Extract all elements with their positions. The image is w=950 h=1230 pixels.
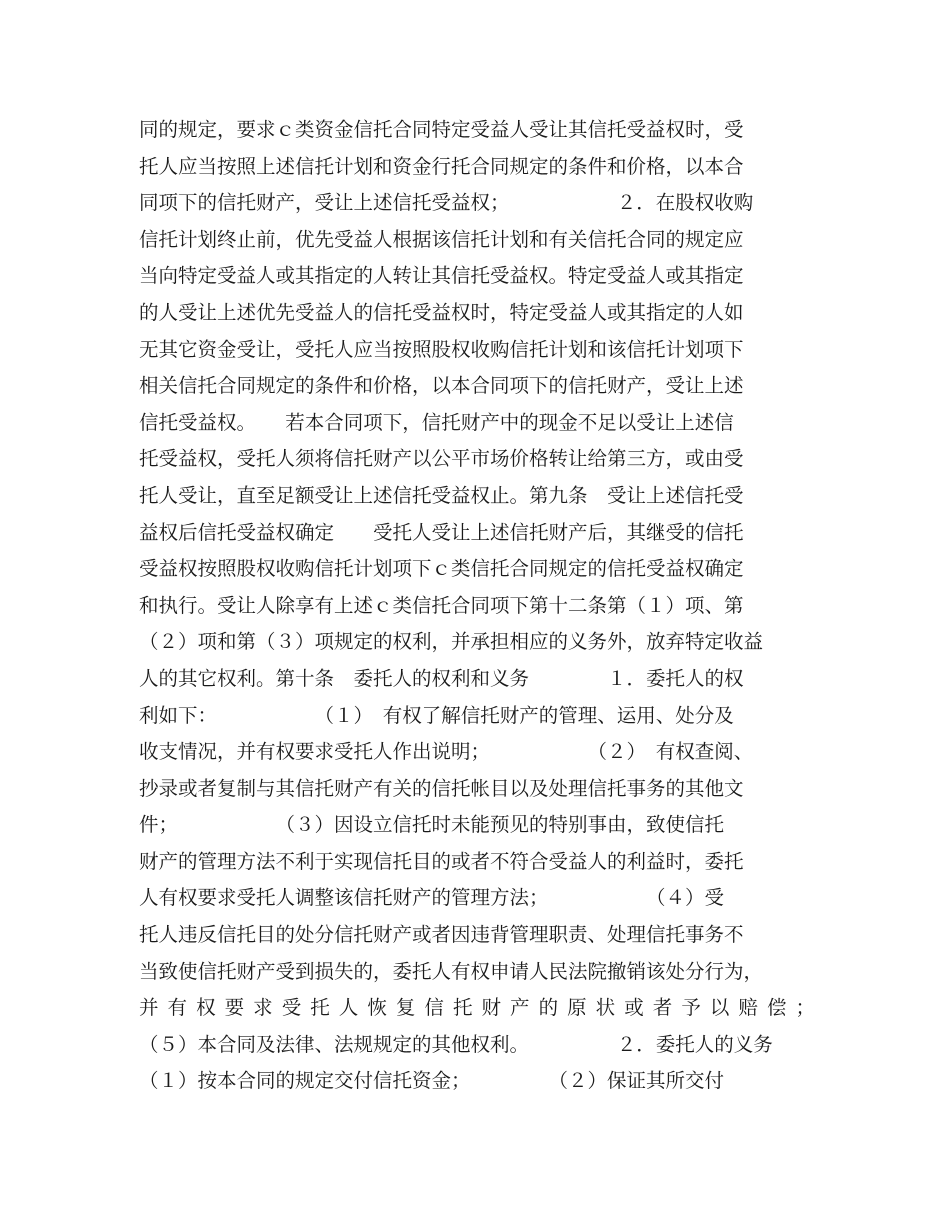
text-line: 件； （３）因设立信托时未能预见的特别事由，致使信托	[139, 813, 725, 837]
text-line: 财产的管理方法不利于实现信托目的或者不符合受益人的利益时，委托	[139, 849, 744, 873]
text-line: 当致使信托财产受到损失的，委托人有权申请人民法院撤销该处分行为，	[139, 959, 764, 983]
text-line: 托人应当按照上述信托计划和资金行托合同规定的条件和价格，以本合	[139, 154, 744, 178]
text-line: 同项下的信托财产，受让上述信托受益权； ２．在股权收购	[139, 191, 754, 215]
text-line: （２）项和第（３）项规定的权利，并承担相应的义务外，放弃特定收益	[139, 630, 764, 654]
text-line: 并有权要求受托人恢复信托财产的原状或者予以赔偿；	[139, 996, 815, 1020]
text-line: 托人受让，直至足额受让上述信托受益权止。第九条 受让上述信托受	[139, 483, 744, 507]
text-line: 和执行。受让人除享有上述ｃ类信托合同项下第十二条第（１）项、第	[139, 593, 744, 617]
text-line: 益权后信托受益权确定 受托人受让上述信托财产后，其继受的信托	[139, 520, 744, 544]
text-line: 信托计划终止前，优先受益人根据该信托计划和有关信托合同的规定应	[139, 227, 744, 251]
text-line: 利如下： （１） 有权了解信托财产的管理、运用、处分及	[139, 703, 734, 727]
text-line: 的人受让上述优先受益人的信托受益权时，特定受益人或其指定的人如	[139, 300, 744, 324]
text-line: 无其它资金受让，受托人应当按照股权收购信托计划和该信托计划项下	[139, 337, 744, 361]
text-line: 托受益权，受托人须将信托财产以公平市场价格转让给第三方，或由受	[139, 447, 744, 471]
text-line: 收支情况，并有权要求受托人作出说明； （２） 有权查阅、	[139, 740, 754, 764]
text-line: 托人违反信托目的处分信托财产或者因违背管理职责、处理信托事务不	[139, 923, 744, 947]
text-line: 当向特定受益人或其指定的人转让其信托受益权。特定受益人或其指定	[139, 264, 744, 288]
contract-text-body	[139, 112, 815, 1100]
text-line: 抄录或者复制与其信托财产有关的信托帐目以及处理信托事务的其他文	[139, 776, 744, 800]
text-line: 人的其它权利。第十条 委托人的权利和义务 １．委托人的权	[139, 666, 744, 690]
text-line: 相关信托合同规定的条件和价格，以本合同项下的信托财产，受让上述	[139, 374, 744, 398]
text-line: （５）本合同及法律、法规规定的其他权利。 ２．委托人的义务	[139, 1032, 773, 1056]
text-line: 受益权按照股权收购信托计划项下ｃ类信托合同规定的信托受益权确定	[139, 557, 744, 581]
text-line: 信托受益权。 若本合同项下，信托财产中的现金不足以受让上述信	[139, 410, 734, 434]
text-line: 人有权要求受托人调整该信托财产的管理方法； （４）受	[139, 886, 725, 910]
text-line: （１）按本合同的规定交付信托资金； （２）保证其所交付	[139, 1069, 725, 1093]
text-line: 同的规定，要求ｃ类资金信托合同特定受益人受让其信托受益权时，受	[139, 118, 744, 141]
